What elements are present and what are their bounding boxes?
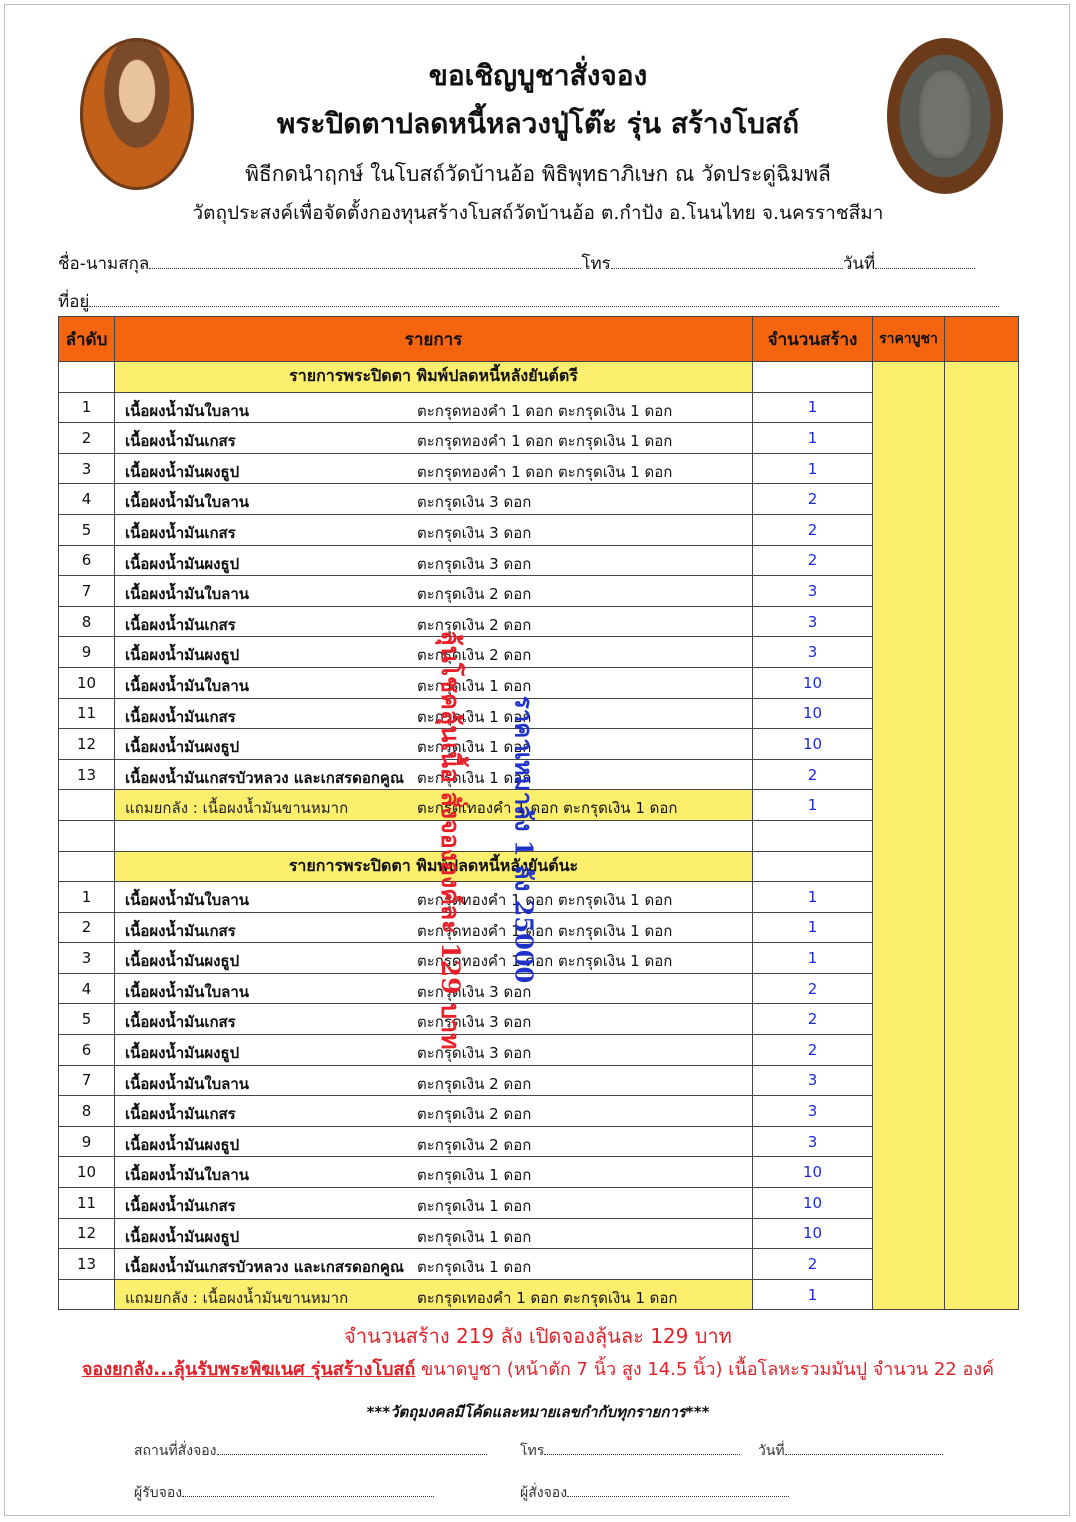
row-quantity: 1 bbox=[753, 1279, 873, 1310]
header-qty: จำนวนสร้าง bbox=[753, 317, 873, 362]
item-name: เนื้อผงน้ำมันผงธูป bbox=[125, 646, 240, 665]
row-quantity: 2 bbox=[753, 759, 873, 790]
spacer-cell bbox=[753, 820, 873, 851]
row-number: 3 bbox=[59, 453, 115, 484]
item-name: เนื้อผงน้ำมันใบลาน bbox=[125, 1074, 250, 1093]
title-1: ขอเชิญบูชาสั่งจอง bbox=[428, 59, 648, 92]
section-1-title: รายการพระปิดตา พิมพ์ปลดหนี้หลังยันต์ตรี bbox=[115, 362, 753, 393]
item-name: เนื้อผงน้ำมันเกสร bbox=[125, 1013, 236, 1032]
row-number: 7 bbox=[59, 576, 115, 607]
row-quantity: 3 bbox=[753, 1096, 873, 1127]
item-name: เนื้อผงน้ำมันเกสร bbox=[125, 1105, 236, 1124]
row-number: 1 bbox=[59, 392, 115, 423]
footer-line-2 bbox=[0, 1354, 1076, 1383]
row-number: 4 bbox=[59, 973, 115, 1004]
row-number: 7 bbox=[59, 1065, 115, 1096]
header-blank bbox=[945, 317, 1019, 362]
row-number: 12 bbox=[59, 1218, 115, 1249]
item-detail: ตะกรุดเทองคำ 1 ดอก ตะกรุดเงิน 1 ดอก bbox=[417, 799, 678, 818]
phone-field[interactable] bbox=[611, 254, 843, 269]
table-header bbox=[59, 317, 1019, 362]
section-blank bbox=[59, 851, 115, 882]
row-number: 3 bbox=[59, 943, 115, 974]
section-title: รายการพระปิดตา พิมพ์ปลดหนี้หลังยันต์นะ bbox=[115, 851, 753, 882]
item-detail: ตะกรุดทองคำ 1 ดอก ตะกรุดเงิน 1 ดอก bbox=[417, 401, 673, 420]
row-quantity: 10 bbox=[753, 667, 873, 698]
name-field[interactable] bbox=[149, 254, 581, 269]
item-name: เนื้อผงน้ำมันเกสร bbox=[125, 1197, 236, 1216]
row-quantity: 1 bbox=[753, 882, 873, 913]
header-no: ลำดับ bbox=[59, 317, 115, 362]
item-detail: ตะกรุดเงิน 2 ดอก bbox=[417, 1105, 532, 1124]
row-number: 8 bbox=[59, 606, 115, 637]
item-detail: ตะกรุดเงิน 1 ดอก bbox=[417, 1166, 532, 1185]
row-quantity: 3 bbox=[753, 606, 873, 637]
row-number bbox=[59, 790, 115, 821]
item-name: เนื้อผงน้ำมันเกสร bbox=[125, 523, 236, 542]
item-detail: ตะกรุดเงิน 1 ดอก bbox=[417, 707, 532, 726]
item-name: แถมยกลัง : เนื้อผงน้ำมันขานหมาก bbox=[125, 1288, 349, 1307]
title-4: วัตถุประสงค์เพื่อจัดตั้งกองทุนสร้างโบสถ์วัดบ้านอ้อ ต.กำปัง อ.โนนไทย จ.นครราชสีมา bbox=[192, 202, 884, 224]
address-label: ที่อยู่ bbox=[58, 292, 90, 312]
item-detail: ตะกรุดเงิน 3 ดอก bbox=[417, 523, 532, 542]
row-quantity: 3 bbox=[753, 576, 873, 607]
bulk-price-vertical-label: ราคาเหมาลัง 1 ลัง 25000 bbox=[509, 695, 539, 984]
row-item bbox=[115, 1249, 753, 1280]
item-detail: ตะกรุดเงิน 1 ดอก bbox=[417, 768, 532, 787]
row-item bbox=[115, 545, 753, 576]
row-item bbox=[115, 514, 753, 545]
row-number: 6 bbox=[59, 545, 115, 576]
price-vertical-label: ลุ้นโชคลุ้นเนื้อ สั่งจององค์ละ 129 บาท bbox=[436, 630, 465, 1050]
footer-note: ***วัตถุมงคลมีโค้ดและหมายเลขกำกับทุกรายการ*** bbox=[366, 1403, 710, 1421]
footer-date-label: วันที่ bbox=[758, 1443, 785, 1459]
row-quantity: 10 bbox=[753, 698, 873, 729]
item-name: เนื้อผงน้ำมันผงธูป bbox=[125, 462, 240, 481]
title-2: พระปิดตาปลดหนี้หลวงปู่โต๊ะ รุ่น สร้างโบสถ์ bbox=[276, 107, 800, 140]
footer-phone-field[interactable] bbox=[544, 1440, 740, 1455]
item-name: เนื้อผงน้ำมันเกสร bbox=[125, 707, 236, 726]
row-number: 2 bbox=[59, 912, 115, 943]
receiver-label: ผู้รับจอง bbox=[134, 1485, 183, 1501]
row-number: 4 bbox=[59, 484, 115, 515]
item-detail: ตะกรุดเงิน 2 ดอก bbox=[417, 646, 532, 665]
row-number: 12 bbox=[59, 729, 115, 760]
row-number: 5 bbox=[59, 514, 115, 545]
address-row bbox=[58, 288, 999, 315]
item-detail: ตะกรุดเงิน 3 ดอก bbox=[417, 493, 532, 512]
item-name: เนื้อผงน้ำมันใบลาน bbox=[125, 401, 250, 420]
row-number: 6 bbox=[59, 1035, 115, 1066]
spacer-cell bbox=[59, 820, 115, 851]
footer-promo-link: จองยกลัง...ลุ้นรับพระพิฆเนศ รุ่นสร้างโบสถ์ bbox=[81, 1359, 416, 1380]
item-name: เนื้อผงน้ำมันใบลาน bbox=[125, 982, 250, 1001]
row-quantity: 1 bbox=[753, 423, 873, 454]
item-detail: ตะกรุดเงิน 2 ดอก bbox=[417, 585, 532, 604]
row-item bbox=[115, 1279, 753, 1310]
title-3: พิธีกดนำฤกษ์ ในโบสถ์วัดบ้านอ้อ พิธิพุทธาภิเษก ณ วัดประดู่ฉิมพลี bbox=[245, 162, 831, 186]
bulk-price-column bbox=[945, 362, 1019, 1310]
footer-line-1: จำนวนสร้าง 219 ลัง เปิดจองลุ้นละ 129 บาท bbox=[344, 1324, 732, 1348]
item-detail: ตะกรุดทองคำ 1 ดอก ตะกรุดเงิน 1 ดอก bbox=[417, 952, 673, 971]
row-number: 5 bbox=[59, 1004, 115, 1035]
item-name: เนื้อผงน้ำมันใบลาน bbox=[125, 585, 250, 604]
phone-label: โทร bbox=[581, 254, 611, 274]
section-row bbox=[59, 362, 1019, 393]
orderer-row bbox=[520, 1482, 789, 1504]
item-detail: ตะกรุดเงิน 3 ดอก bbox=[417, 982, 532, 1001]
row-number bbox=[59, 1279, 115, 1310]
row-quantity: 2 bbox=[753, 973, 873, 1004]
item-name: เนื้อผงน้ำมันเกสรบัวหลวง และเกสรดอกคูณ bbox=[125, 1258, 404, 1277]
footer-promo-detail: ขนาดบูชา (หน้าตัก 7 นิ้ว สูง 14.5 นิ้ว) เนื้อโลหะรวมมันปู จำนวน 22 องค์ bbox=[415, 1359, 995, 1380]
row-quantity: 2 bbox=[753, 1249, 873, 1280]
row-item bbox=[115, 1188, 753, 1219]
row-quantity: 3 bbox=[753, 1065, 873, 1096]
row-number: 11 bbox=[59, 1188, 115, 1219]
row-item bbox=[115, 453, 753, 484]
name-label: ชื่อ-นามสกุล bbox=[58, 254, 150, 274]
row-quantity: 3 bbox=[753, 637, 873, 668]
item-name: เนื้อผงน้ำมันผงธูป bbox=[125, 1044, 240, 1063]
item-name: เนื้อผงน้ำมันใบลาน bbox=[125, 493, 250, 512]
name-row bbox=[58, 250, 975, 277]
item-detail: ตะกรุดทองคำ 1 ดอก ตะกรุดเงิน 1 ดอก bbox=[417, 462, 673, 481]
item-detail: ตะกรุดเงิน 1 ดอก bbox=[417, 1227, 532, 1246]
item-name: เนื้อผงน้ำมันผงธูป bbox=[125, 738, 240, 757]
item-detail: ตะกรุดเงิน 3 ดอก bbox=[417, 554, 532, 573]
row-quantity: 10 bbox=[753, 729, 873, 760]
item-name: เนื้อผงน้ำมันผงธูป bbox=[125, 1135, 240, 1154]
item-name: เนื้อผงน้ำมันผงธูป bbox=[125, 1227, 240, 1246]
item-detail: ตะกรุดเงิน 3 ดอก bbox=[417, 1044, 532, 1063]
item-name: เนื้อผงน้ำมันผงธูป bbox=[125, 554, 240, 573]
row-number: 13 bbox=[59, 759, 115, 790]
date-field[interactable] bbox=[875, 254, 975, 269]
header-item: รายการ bbox=[115, 317, 753, 362]
item-detail: ตะกรุดเงิน 3 ดอก bbox=[417, 1013, 532, 1032]
row-item bbox=[115, 1126, 753, 1157]
footer-date-row bbox=[758, 1440, 943, 1462]
item-detail: ตะกรุดเทองคำ 1 ดอก ตะกรุดเงิน 1 ดอก bbox=[417, 1288, 678, 1307]
row-item bbox=[115, 392, 753, 423]
row-quantity: 2 bbox=[753, 1035, 873, 1066]
row-number: 10 bbox=[59, 1157, 115, 1188]
item-detail: ตะกรุดเงิน 2 ดอก bbox=[417, 1074, 532, 1093]
date-label: วันที่ bbox=[842, 254, 876, 274]
footer-phone-row bbox=[520, 1440, 740, 1462]
price-column bbox=[873, 362, 945, 1310]
row-number: 9 bbox=[59, 637, 115, 668]
section-blank bbox=[753, 851, 873, 882]
place-row bbox=[134, 1440, 487, 1462]
row-item bbox=[115, 1157, 753, 1188]
row-quantity: 1 bbox=[753, 392, 873, 423]
row-item bbox=[115, 423, 753, 454]
item-detail: ตะกรุดเงิน 1 ดอก bbox=[417, 1258, 532, 1277]
row-quantity: 1 bbox=[753, 453, 873, 484]
item-name: เนื้อผงน้ำมันผงธูป bbox=[125, 952, 240, 971]
row-number: 8 bbox=[59, 1096, 115, 1127]
row-quantity: 1 bbox=[753, 943, 873, 974]
row-quantity: 10 bbox=[753, 1157, 873, 1188]
row-quantity: 1 bbox=[753, 790, 873, 821]
item-name: เนื้อผงน้ำมันเกสร bbox=[125, 615, 236, 634]
footer-date-field[interactable] bbox=[785, 1440, 943, 1455]
item-name: เนื้อผงน้ำมันใบลาน bbox=[125, 676, 250, 695]
item-detail: ตะกรุดทองคำ 1 ดอก ตะกรุดเงิน 1 ดอก bbox=[417, 891, 673, 910]
item-name: เนื้อผงน้ำมันเกสร bbox=[125, 432, 236, 451]
address-field[interactable] bbox=[89, 292, 999, 307]
row-quantity: 10 bbox=[753, 1218, 873, 1249]
row-item bbox=[115, 1218, 753, 1249]
receiver-row bbox=[134, 1482, 434, 1504]
item-name: เนื้อผงน้ำมันใบลาน bbox=[125, 891, 250, 910]
row-quantity: 1 bbox=[753, 912, 873, 943]
item-detail: ตะกรุดเงิน 2 ดอก bbox=[417, 1135, 532, 1154]
row-item bbox=[115, 1096, 753, 1127]
row-number: 2 bbox=[59, 423, 115, 454]
item-detail: ตะกรุดทองคำ 1 ดอก ตะกรุดเงิน 1 ดอก bbox=[417, 921, 673, 940]
row-number: 11 bbox=[59, 698, 115, 729]
item-name: เนื้อผงน้ำมันเกสร bbox=[125, 921, 236, 940]
row-quantity: 2 bbox=[753, 1004, 873, 1035]
row-quantity: 3 bbox=[753, 1126, 873, 1157]
item-detail: ตะกรุดเงิน 2 ดอก bbox=[417, 615, 532, 634]
header-price: ราคาบูชา bbox=[873, 317, 945, 362]
place-field[interactable] bbox=[217, 1440, 487, 1455]
receiver-field[interactable] bbox=[182, 1482, 434, 1497]
item-detail: ตะกรุดเงิน 1 ดอก bbox=[417, 676, 532, 695]
item-detail: ตะกรุดเงิน 1 ดอก bbox=[417, 738, 532, 757]
footer-phone-label: โทร bbox=[520, 1443, 545, 1459]
orderer-label: ผู้สั่งจอง bbox=[520, 1485, 568, 1501]
row-number: 13 bbox=[59, 1249, 115, 1280]
row-quantity: 2 bbox=[753, 484, 873, 515]
item-detail: ตะกรุดเงิน 1 ดอก bbox=[417, 1197, 532, 1216]
row-number: 9 bbox=[59, 1126, 115, 1157]
row-number: 10 bbox=[59, 667, 115, 698]
row-quantity: 2 bbox=[753, 514, 873, 545]
place-label: สถานที่สั่งจอง bbox=[134, 1443, 217, 1459]
item-name: แถมยกลัง : เนื้อผงน้ำมันขานหมาก bbox=[125, 799, 349, 818]
item-name: เนื้อผงน้ำมันเกสรบัวหลวง และเกสรดอกคูณ bbox=[125, 768, 404, 787]
row-number: 1 bbox=[59, 882, 115, 913]
item-detail: ตะกรุดทองคำ 1 ดอก ตะกรุดเงิน 1 ดอก bbox=[417, 432, 673, 451]
row-item bbox=[115, 484, 753, 515]
item-name: เนื้อผงน้ำมันใบลาน bbox=[125, 1166, 250, 1185]
orderer-field[interactable] bbox=[567, 1482, 789, 1497]
row-quantity: 2 bbox=[753, 545, 873, 576]
row-quantity: 10 bbox=[753, 1188, 873, 1219]
